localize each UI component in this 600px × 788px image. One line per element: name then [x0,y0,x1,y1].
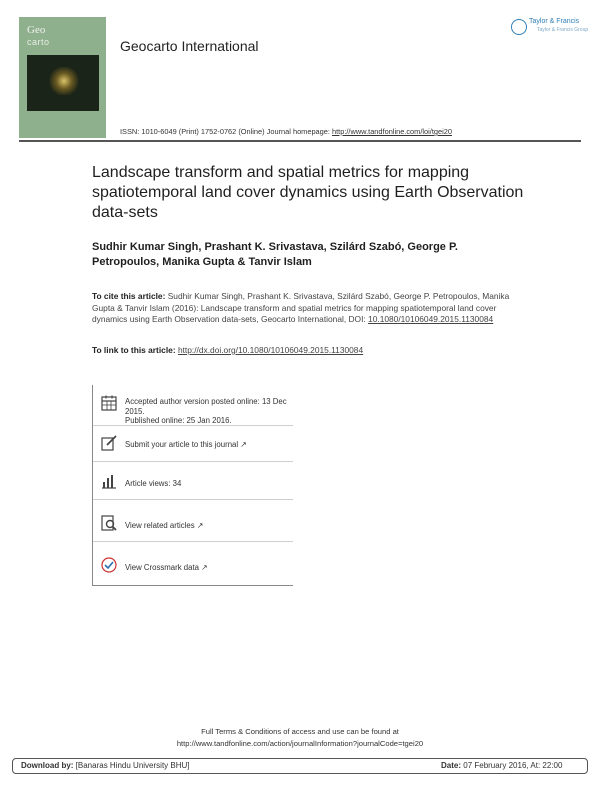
article-link-block [92,345,522,355]
info-divider [93,425,293,426]
submit-article-link[interactable]: Submit your article to this journal [125,440,239,449]
external-link-icon: ↗ [240,440,247,449]
terms-notice [0,726,600,750]
doi-link[interactable]: 10.1080/10106049.2015.1130084 [368,314,494,324]
info-divider [93,461,293,462]
journal-cover-image [19,17,106,138]
downloaded-by-value: [Banaras Hindu University BHU] [73,761,190,770]
article-info-box [92,385,293,586]
article-authors: Sudhir Kumar Singh, Prashant K. Srivastava, Szilárd Szabó, George P. Petropoulos, Manika Gupta & Tanvir Islam [92,241,458,268]
article-url-link[interactable]: http://dx.doi.org/10.1080/10106049.2015.1130084 [177,345,364,355]
logo-subtext: Taylor & Francis Group [537,27,589,33]
external-link-icon: ↗ [196,521,204,530]
cover-title-line1: Geo [27,24,46,36]
article-views: Article views: 34 [125,479,182,488]
logo-circle-icon [511,19,527,35]
publisher-logo [511,17,589,37]
download-info-bar [12,758,588,774]
cover-title-line2: carto [27,37,50,47]
cite-text: Sudhir Kumar Singh, Prashant K. Srivastava, Szilárd Szabó, George P. Petropoulos, Manika Gupta & Tanvir Islam (2016): Landscape transform and spatial metrics for mapping spatiotemporal land cover dynamics using Earth Observation data-sets, Geocarto International, DOI: [92,291,510,324]
cover-artwork [27,55,99,111]
journal-name: Geocarto International [120,38,259,54]
external-link-icon: ↗ [201,563,208,572]
article-title: Landscape transform and spatial metrics for mapping spatiotemporal land cover dynamics using Earth Observation data-sets [92,164,524,221]
pencil-icon [101,435,117,451]
crossmark-link[interactable]: View Crossmark data [125,563,199,572]
info-divider [93,499,293,500]
calendar-icon [101,395,117,411]
download-date-value: 07 February 2016, At: 22:00 [461,761,563,770]
related-articles-link[interactable]: View related articles [125,521,195,530]
issn-text: ISSN: 1010-6049 (Print) 1752-0762 (Online) Journal homepage: [120,127,332,136]
terms-line-1: Full Terms & Conditions of access and use can be found at [201,727,399,736]
accepted-date: Accepted author version posted online: 13 Dec 2015. [125,397,287,416]
citation-block [92,291,522,326]
cite-label: To cite this article: [92,291,166,301]
search-document-icon [101,515,117,531]
journal-homepage-link[interactable]: http://www.tandfonline.com/loi/tgei20 [332,127,452,136]
download-date-label: Date: [441,761,462,770]
crossmark-icon [101,557,117,573]
logo-text: Taylor & Francis [529,18,580,25]
downloaded-by [21,761,190,770]
published-date: Published online: 25 Jan 2016. [125,416,232,425]
link-label: To link to this article: [92,345,178,355]
header-divider [19,140,581,142]
bar-chart-icon [101,473,117,489]
info-divider [93,541,293,542]
downloaded-by-label: Download by: [21,761,74,770]
download-date [441,761,562,770]
terms-url[interactable]: http://www.tandfonline.com/action/journalInformation?journalCode=tgei20 [176,739,424,748]
issn-line [120,127,452,136]
